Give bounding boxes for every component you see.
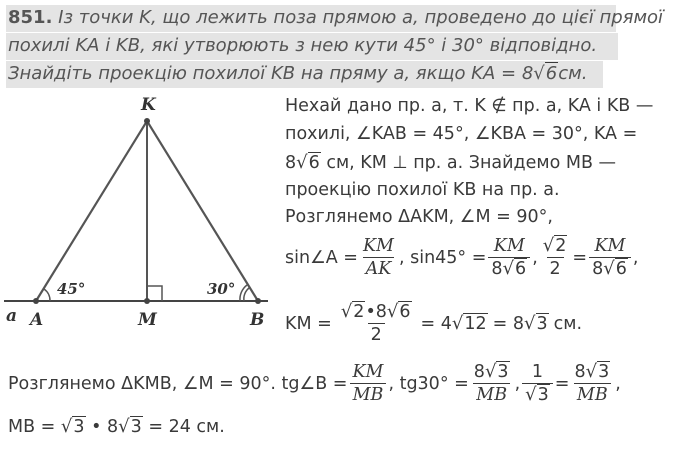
segment-KB	[147, 121, 258, 301]
mb-result: = 24 см.	[148, 417, 225, 437]
km-lhs: KM =	[285, 313, 332, 334]
solution-line-5: Розглянемо ΔAKM, ∠M = 90°,	[285, 207, 553, 227]
problem-number: 851.	[8, 7, 53, 28]
fraction-root2-2: $\frac{√2}{2}$	[542, 235, 567, 279]
solution-line-3: 8√6 см, KM ⊥ пр. a. Знайдемо MB —	[285, 152, 617, 173]
sin-lhs: sin∠A =	[285, 247, 358, 268]
label-angle-B: 30°	[207, 280, 236, 298]
sin-equation: sin∠A = $\frac{KM}{AK}$ , sin45° = $\frac{KM}{8√6}$ , $\frac{√2}{2}$ = $\frac{KM}{8√6}$ ,	[285, 235, 639, 279]
label-a: a	[6, 306, 18, 326]
point-M	[144, 298, 150, 304]
solution-line-1: Нехай дано пр. a, т. K ∉ пр. a, KA і KB —	[285, 96, 654, 116]
point-B	[255, 298, 261, 304]
triangle-figure	[0, 92, 285, 332]
label-A: A	[30, 310, 44, 330]
problem-line-1	[8, 7, 663, 28]
kmb-equation: Розглянемо ΔKMB, ∠M = 90°. tg∠B = $\frac{KM}{MB}$ , tg30° = $\frac{8√3}{MB}$ , $\frac{1}{√3}$ = $\frac{8√3}{MB}$ ,	[8, 361, 621, 405]
right-angle-mark	[147, 286, 162, 301]
fraction-1-root3: $\frac{1}{√3}$	[522, 362, 553, 405]
fraction-km-value: $\frac{√2•8√6}{2}$	[340, 301, 411, 345]
fraction-8root3-mb-b: $\frac{8√3}{MB}$	[574, 361, 610, 405]
fraction-km-8root6-b: $\frac{KM}{8√6}$	[589, 236, 631, 279]
solution-line-4: проекцію похилої KB на пр. a.	[285, 180, 560, 200]
fraction-km-ak: $\frac{KM}{AK}$	[362, 236, 394, 279]
problem-text-1: Із точки K, що лежить поза прямою a, проведено до цієї прямої	[58, 7, 664, 28]
fraction-8root3-mb: $\frac{8√3}{MB}$	[473, 361, 509, 405]
problem-text-2: похилі KA і KB, які утворюють з нею кути 45° і 30° відповідно.	[8, 35, 598, 56]
point-K	[144, 118, 150, 124]
label-angle-A: 45°	[57, 280, 86, 298]
problem-radicand: 6	[545, 63, 558, 84]
fraction-km-mb: $\frac{KM}{MB}$	[349, 362, 386, 405]
l3-radicand: 6	[308, 153, 320, 173]
angle-arc-B-1	[244, 288, 249, 301]
angle-arc-A	[44, 289, 50, 301]
mb-lhs: MB =	[8, 417, 56, 437]
problem-unit: см.	[558, 63, 588, 84]
point-A	[33, 298, 39, 304]
fraction-km-8root6: $\frac{KM}{8√6}$	[488, 236, 530, 279]
label-M: M	[138, 310, 157, 330]
segment-KA	[36, 121, 147, 301]
km-equation: KM = $\frac{√2•8√6}{2}$ = 4 √ 12 = 8 √ 3 см.	[285, 301, 583, 345]
l3-text: см, KM ⊥ пр. a. Знайдемо MB —	[320, 153, 617, 173]
problem-text-3: Знайдіть проекцію похилої KB на пряму a, якщо KA = 8	[8, 63, 534, 84]
l3-coef: 8	[285, 153, 297, 173]
mb-equation: MB = √3 • 8√3 = 24 см.	[8, 416, 225, 437]
tg30-label: , tg30° =	[388, 373, 469, 394]
problem-line-2	[8, 35, 597, 56]
solution-line-2: похилі, ∠KAB = 45°, ∠KBA = 30°, KA =	[285, 124, 638, 144]
label-B: B	[250, 310, 265, 330]
kmb-lhs: Розглянемо ΔKMB, ∠M = 90°. tg∠B =	[8, 373, 348, 394]
label-K: K	[141, 95, 156, 115]
sin45-label: , sin45° =	[398, 247, 487, 268]
problem-line-3: Знайдіть проекцію похилої KB на пряму a, якщо KA = 8√6см.	[8, 63, 588, 84]
